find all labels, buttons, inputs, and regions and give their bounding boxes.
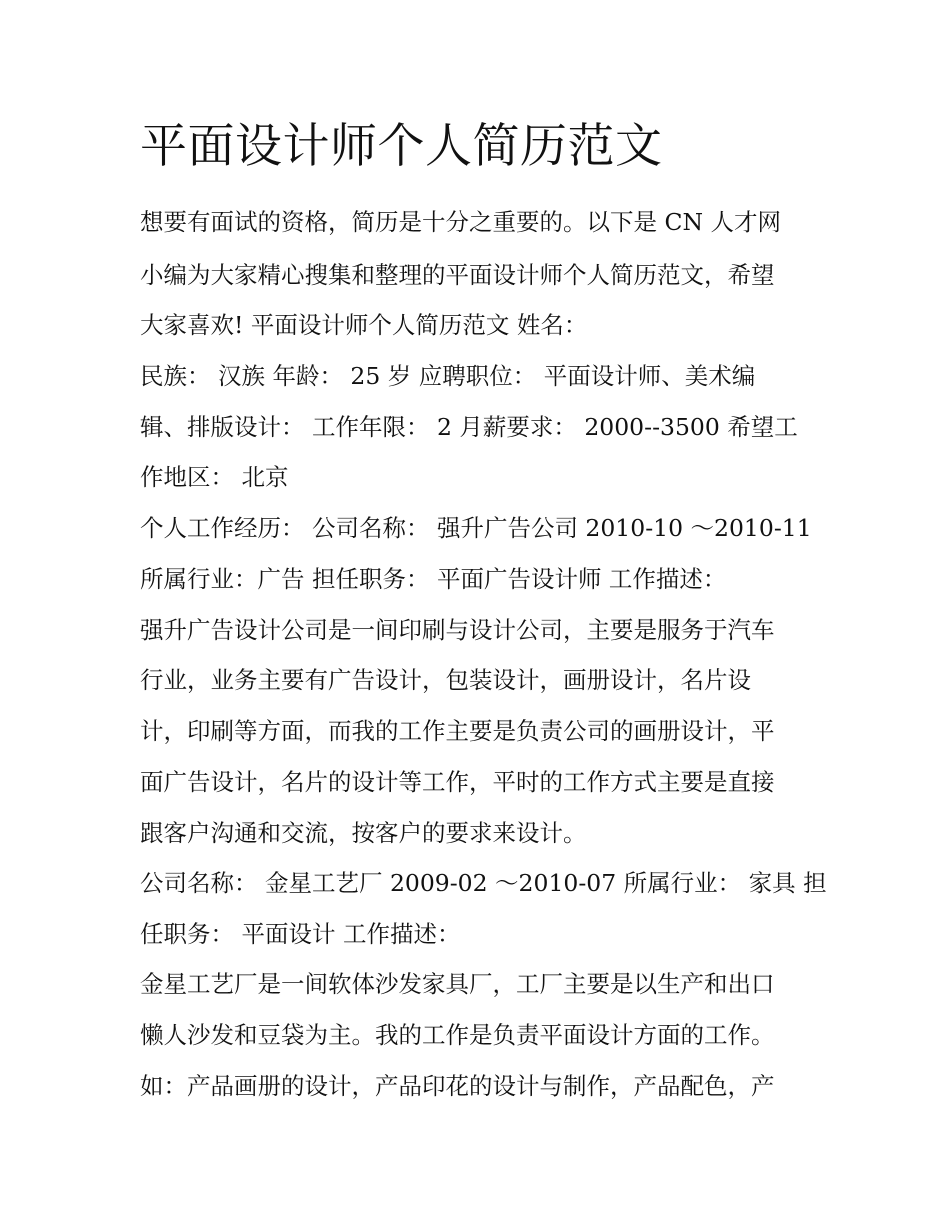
text-line: 公司名称： 金星工艺厂 2009-02 ～2010-07 所属行业： 家具 担 bbox=[140, 869, 827, 897]
text-line: 个人工作经历： 公司名称： 强升广告公司 2010-10 ～2010-11 bbox=[140, 514, 812, 542]
text-line: 小编为大家精心搜集和整理的平面设计师个人简历范文，希望 bbox=[140, 261, 775, 289]
text-line: 民族： 汉族 年龄： 25 岁 应聘职位： 平面设计师、美术编 bbox=[140, 362, 756, 390]
text-line: 作地区： 北京 bbox=[140, 463, 289, 491]
text-line: 金星工艺厂是一间软体沙发家具厂，工厂主要是以生产和出口 bbox=[140, 970, 775, 998]
text-line: 如：产品画册的设计，产品印花的设计与制作，产品配色，产 bbox=[140, 1072, 775, 1100]
text-line: 所属行业：广告 担任职务： 平面广告设计师 工作描述： bbox=[140, 565, 727, 593]
page-title: 平面设计师个人简历范文 bbox=[140, 119, 663, 174]
text-line: 跟客户沟通和交流，按客户的要求来设计。 bbox=[140, 819, 587, 847]
text-line: 计，印刷等方面，而我的工作主要是负责公司的画册设计，平 bbox=[140, 717, 775, 745]
text-line: 大家喜欢! 平面设计师个人简历范文 姓名： bbox=[140, 311, 588, 339]
text-line: 辑、排版设计： 工作年限： 2 月薪要求： 2000--3500 希望工 bbox=[140, 413, 798, 441]
text-line: 强升广告设计公司是一间印刷与设计公司，主要是服务于汽车 bbox=[140, 616, 775, 644]
text-line: 任职务： 平面设计 工作描述： bbox=[140, 920, 461, 948]
text-line: 懒人沙发和豆袋为主。我的工作是负责平面设计方面的工作。 bbox=[140, 1021, 775, 1049]
text-line: 面广告设计，名片的设计等工作，平时的工作方式主要是直接 bbox=[140, 768, 775, 796]
text-line: 行业，业务主要有广告设计，包装设计，画册设计，名片设 bbox=[140, 666, 751, 694]
text-line: 想要有面试的资格，简历是十分之重要的。以下是 CN 人才网 bbox=[140, 208, 781, 236]
